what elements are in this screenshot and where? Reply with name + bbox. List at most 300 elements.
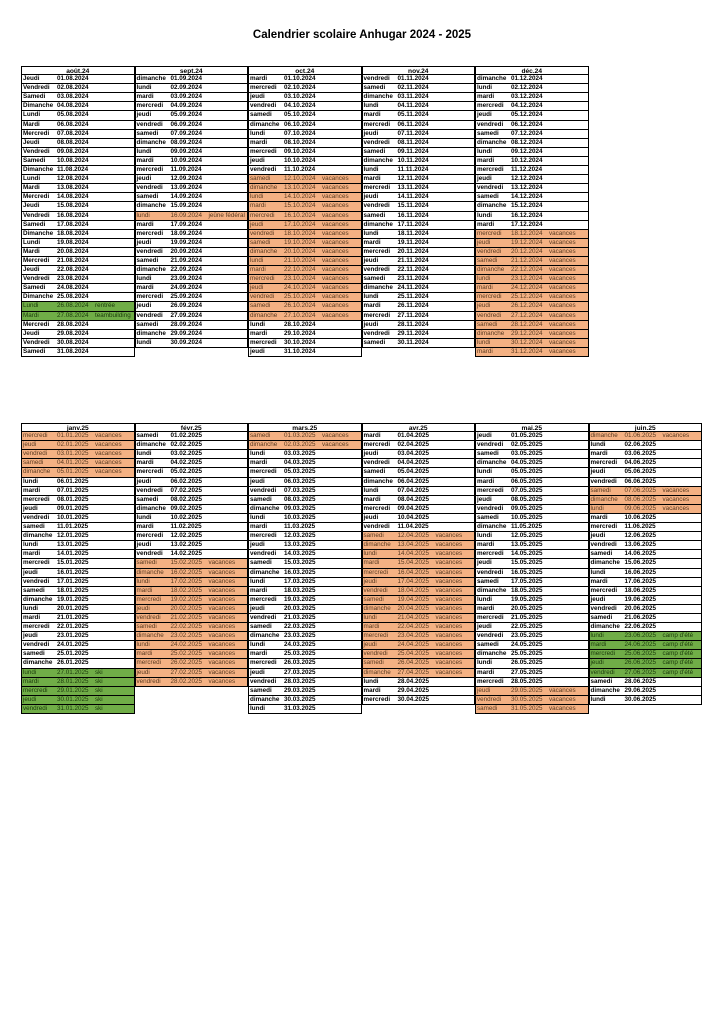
calendar-row	[589, 596, 703, 605]
weekday-cell: mercredi	[21, 432, 56, 440]
month-header: oct.24	[248, 66, 362, 75]
date-cell: 06.04.2025	[397, 477, 430, 485]
note-cell	[662, 587, 703, 595]
note-cell	[321, 478, 362, 486]
weekday-cell: jeudi	[589, 659, 624, 667]
calendar-row	[475, 248, 589, 257]
calendar-row	[589, 569, 703, 578]
note-cell	[94, 605, 135, 613]
calendar-row	[362, 302, 476, 311]
note-cell	[321, 587, 362, 595]
weekday-cell: vendredi	[362, 75, 397, 83]
weekday-cell: lundi	[135, 212, 170, 220]
note-cell	[321, 450, 362, 458]
date-cell: 19.05.2025	[511, 595, 543, 603]
note-cell	[94, 514, 135, 522]
date-cell: 25.02.2025	[170, 650, 203, 658]
calendar-row	[248, 505, 362, 514]
note-cell	[435, 257, 476, 265]
date-cell: 29.12.2024	[511, 329, 543, 337]
weekday-cell: mercredi	[589, 459, 624, 467]
weekday-cell: dimanche	[362, 284, 397, 292]
calendar-row	[135, 441, 249, 450]
calendar-row	[362, 248, 476, 257]
calendar-row	[248, 623, 362, 632]
calendar-row	[21, 284, 135, 293]
weekday-cell: Vendredi	[21, 275, 56, 283]
calendar-row	[362, 650, 476, 659]
calendar-row	[475, 166, 589, 175]
weekday-cell: jeudi	[475, 432, 510, 440]
note-cell: vacances	[321, 257, 362, 265]
calendar-row	[475, 257, 589, 266]
date-cell: 17.03.2025	[284, 577, 316, 585]
month-column	[248, 423, 362, 714]
weekday-cell: samedi	[589, 487, 624, 495]
note-cell	[548, 102, 589, 110]
calendar-row	[475, 523, 589, 532]
date-cell: 08.01.2025	[57, 495, 89, 503]
date-cell: 15.08.2024	[57, 202, 89, 210]
calendar-row	[475, 339, 589, 348]
weekday-cell: vendredi	[589, 669, 624, 677]
weekday-cell: mercredi	[362, 248, 397, 256]
weekday-cell: jeudi	[21, 632, 56, 640]
date-cell: 02.06.2025	[624, 441, 657, 449]
date-cell: 18.05.2025	[511, 586, 543, 594]
note-cell	[321, 669, 362, 677]
note-cell: vacances	[321, 175, 362, 183]
date-cell: 19.11.2024	[397, 238, 429, 246]
weekday-cell: mercredi	[362, 312, 397, 320]
note-cell: vacances	[208, 569, 249, 577]
weekday-cell: dimanche	[362, 669, 397, 677]
calendar-row	[21, 75, 135, 84]
note-cell: camp d'été	[662, 650, 703, 658]
weekday-cell: Jeudi	[21, 139, 56, 147]
note-cell: vacances	[94, 450, 135, 458]
note-cell	[548, 175, 589, 183]
note-cell	[94, 587, 135, 595]
weekday-cell: lundi	[475, 659, 510, 667]
date-cell: 09.04.2025	[397, 504, 430, 512]
note-cell	[321, 139, 362, 147]
date-cell: 28.06.2025	[624, 677, 657, 685]
date-cell: 05.12.2024	[511, 111, 543, 119]
note-cell	[662, 478, 703, 486]
calendar-row	[475, 687, 589, 696]
date-cell: 28.05.2025	[511, 677, 543, 685]
weekday-cell: mercredi	[475, 102, 510, 110]
note-cell: vacances	[548, 696, 589, 704]
note-cell: vacances	[548, 330, 589, 338]
weekday-cell: vendredi	[362, 139, 397, 147]
date-cell: 24.03.2025	[284, 641, 316, 649]
date-cell: 20.03.2025	[284, 604, 316, 612]
calendar-row	[589, 487, 703, 496]
date-cell: 02.02.2025	[170, 441, 203, 449]
note-cell	[435, 450, 476, 458]
weekday-cell: lundi	[135, 148, 170, 156]
weekday-cell: samedi	[135, 130, 170, 138]
weekday-cell: Samedi	[21, 284, 56, 292]
date-cell: 23.06.2025	[624, 632, 657, 640]
weekday-cell: samedi	[362, 468, 397, 476]
date-cell: 03.08.2024	[57, 93, 89, 101]
note-cell	[94, 496, 135, 504]
weekday-cell: Jeudi	[21, 75, 56, 83]
weekday-cell: lundi	[21, 605, 56, 613]
note-cell: vacances	[435, 532, 476, 540]
calendar-row	[248, 230, 362, 239]
date-cell: 29.06.2025	[624, 686, 657, 694]
date-cell: 01.02.2025	[170, 432, 203, 440]
note-cell	[208, 184, 249, 192]
weekday-cell: lundi	[475, 275, 510, 283]
calendar-row	[589, 641, 703, 650]
date-cell: 27.05.2025	[511, 668, 543, 676]
note-cell	[662, 559, 703, 567]
calendar-row	[362, 84, 476, 93]
calendar-row	[475, 93, 589, 102]
note-cell	[94, 348, 135, 356]
calendar-row	[475, 487, 589, 496]
weekday-cell: lundi	[248, 641, 283, 649]
calendar-row	[21, 312, 135, 321]
note-cell	[321, 632, 362, 640]
month-column	[135, 66, 249, 348]
calendar-row	[21, 605, 135, 614]
weekday-cell: Lundi	[21, 302, 56, 310]
date-cell: 28.03.2025	[284, 677, 316, 685]
calendar-row	[475, 302, 589, 311]
note-cell	[662, 687, 703, 695]
calendar-row	[21, 239, 135, 248]
date-cell: 07.10.2024	[284, 129, 316, 137]
calendar-row	[362, 293, 476, 302]
weekday-cell: mardi	[362, 239, 397, 247]
month-header: mai.25	[475, 423, 589, 432]
date-cell: 26.02.2025	[170, 659, 203, 667]
date-cell: 18.03.2025	[284, 586, 316, 594]
calendar-row	[362, 212, 476, 221]
date-cell: 03.09.2024	[170, 93, 203, 101]
weekday-cell: dimanche	[21, 468, 56, 476]
calendar-row	[362, 559, 476, 568]
note-cell: vacances	[435, 541, 476, 549]
calendar-row	[362, 623, 476, 632]
weekday-cell: vendredi	[475, 632, 510, 640]
note-cell	[435, 487, 476, 495]
note-cell	[94, 505, 135, 513]
calendar-row	[475, 321, 589, 330]
date-cell: 04.12.2024	[511, 102, 543, 110]
date-cell: 04.10.2024	[284, 102, 316, 110]
calendar-row	[248, 569, 362, 578]
note-cell	[662, 441, 703, 449]
date-cell: 22.03.2025	[284, 623, 316, 631]
weekday-cell: dimanche	[135, 505, 170, 513]
calendar-row	[248, 84, 362, 93]
calendar-row	[362, 275, 476, 284]
note-cell	[548, 441, 589, 449]
note-cell	[94, 650, 135, 658]
date-cell: 29.10.2024	[284, 329, 316, 337]
calendar-row	[362, 450, 476, 459]
weekday-cell: lundi	[362, 293, 397, 301]
weekday-cell: dimanche	[21, 659, 56, 667]
weekday-cell: lundi	[362, 487, 397, 495]
note-cell	[94, 321, 135, 329]
note-cell	[321, 496, 362, 504]
note-cell	[435, 441, 476, 449]
weekday-cell: jeudi	[248, 284, 283, 292]
note-cell	[208, 193, 249, 201]
note-cell	[435, 687, 476, 695]
calendar-row	[21, 84, 135, 93]
calendar-row	[362, 487, 476, 496]
note-cell	[548, 659, 589, 667]
weekday-cell: Lundi	[21, 239, 56, 247]
calendar-row	[21, 532, 135, 541]
weekday-cell: mercredi	[248, 148, 283, 156]
calendar-row	[248, 157, 362, 166]
calendar-row	[475, 450, 589, 459]
note-cell	[321, 705, 362, 713]
date-cell: 16.01.2025	[57, 568, 89, 576]
calendar-row	[362, 687, 476, 696]
weekday-cell: Samedi	[21, 221, 56, 229]
date-cell: 02.09.2024	[170, 84, 203, 92]
calendar-row	[135, 130, 249, 139]
note-cell	[548, 111, 589, 119]
note-cell	[435, 275, 476, 283]
calendar-row	[589, 696, 703, 705]
calendar-row	[21, 93, 135, 102]
weekday-cell: samedi	[135, 193, 170, 201]
note-cell	[94, 130, 135, 138]
note-cell	[548, 641, 589, 649]
calendar-row	[589, 459, 703, 468]
weekday-cell: samedi	[248, 559, 283, 567]
calendar-row	[248, 284, 362, 293]
weekday-cell: Mardi	[21, 184, 56, 192]
date-cell: 15.10.2024	[284, 202, 316, 210]
note-cell: vacances	[321, 293, 362, 301]
note-cell: vacances	[435, 659, 476, 667]
weekday-cell: jeudi	[362, 321, 397, 329]
weekday-cell: dimanche	[589, 559, 624, 567]
weekday-cell: lundi	[589, 505, 624, 513]
weekday-cell: mardi	[362, 432, 397, 440]
date-cell: 23.02.2025	[170, 632, 203, 640]
note-cell: vacances	[662, 496, 703, 504]
date-cell: 04.05.2025	[511, 459, 543, 467]
calendar-row	[589, 559, 703, 568]
weekday-cell: mardi	[475, 221, 510, 229]
date-cell: 06.12.2024	[511, 120, 543, 128]
note-cell: camp d'été	[662, 669, 703, 677]
weekday-cell: mardi	[362, 111, 397, 119]
date-cell: 20.12.2024	[511, 247, 543, 255]
calendar-row	[248, 459, 362, 468]
weekday-cell: vendredi	[21, 578, 56, 586]
calendar-row	[475, 193, 589, 202]
note-cell: vacances	[321, 212, 362, 220]
note-cell	[94, 193, 135, 201]
note-cell	[94, 93, 135, 101]
note-cell	[321, 696, 362, 704]
date-cell: 17.09.2024	[170, 220, 203, 228]
calendar-row	[135, 505, 249, 514]
date-cell: 03.06.2025	[624, 450, 657, 458]
date-cell: 09.08.2024	[57, 147, 89, 155]
calendar-row	[475, 441, 589, 450]
weekday-cell: dimanche	[248, 312, 283, 320]
note-cell: vacances	[435, 614, 476, 622]
weekday-cell: mardi	[475, 284, 510, 292]
note-cell	[548, 221, 589, 229]
date-cell: 20.04.2025	[397, 604, 430, 612]
calendar-row	[362, 578, 476, 587]
weekday-cell: jeudi	[135, 669, 170, 677]
weekday-cell: vendredi	[475, 505, 510, 513]
date-cell: 25.11.2024	[397, 293, 429, 301]
date-cell: 11.02.2025	[170, 523, 202, 531]
weekday-cell: jeudi	[475, 559, 510, 567]
weekday-cell: mercredi	[21, 623, 56, 631]
weekday-cell: samedi	[21, 523, 56, 531]
date-cell: 27.01.2025	[57, 668, 89, 676]
date-cell: 28.02.2025	[170, 677, 203, 685]
note-cell: vacances	[435, 650, 476, 658]
date-cell: 15.12.2024	[511, 202, 543, 210]
month-header: sept.24	[135, 66, 249, 75]
calendar-row	[475, 641, 589, 650]
note-cell: vacances	[321, 432, 362, 440]
weekday-cell: jeudi	[475, 687, 510, 695]
weekday-cell: mercredi	[362, 505, 397, 513]
calendar-row	[248, 559, 362, 568]
calendar-row	[362, 514, 476, 523]
note-cell	[208, 102, 249, 110]
weekday-cell: vendredi	[21, 705, 56, 713]
weekday-cell: mardi	[21, 614, 56, 622]
note-cell	[208, 266, 249, 274]
calendar-row	[362, 523, 476, 532]
weekday-cell: lundi	[135, 275, 170, 283]
weekday-cell: mercredi	[135, 102, 170, 110]
note-cell	[321, 330, 362, 338]
month-column	[475, 423, 589, 714]
weekday-cell: samedi	[362, 659, 397, 667]
weekday-cell: jeudi	[475, 175, 510, 183]
date-cell: 22.10.2024	[284, 266, 316, 274]
note-cell	[321, 505, 362, 513]
month-header: févr.25	[135, 423, 249, 432]
note-cell	[94, 632, 135, 640]
weekday-cell: lundi	[135, 578, 170, 586]
date-cell: 27.11.2024	[397, 311, 429, 319]
date-cell: 21.04.2025	[397, 613, 430, 621]
note-cell	[548, 212, 589, 220]
date-cell: 23.08.2024	[57, 275, 89, 283]
month-header: déc.24	[475, 66, 589, 75]
date-cell: 23.12.2024	[511, 275, 543, 283]
date-cell: 30.09.2024	[170, 338, 203, 346]
weekday-cell: vendredi	[362, 266, 397, 274]
date-cell: 09.01.2025	[57, 504, 89, 512]
calendar-row	[135, 632, 249, 641]
note-cell	[435, 111, 476, 119]
date-cell: 11.09.2024	[170, 166, 202, 174]
date-cell: 05.02.2025	[170, 468, 203, 476]
date-cell: 26.08.2024	[57, 302, 89, 310]
calendar-row	[21, 330, 135, 339]
note-cell	[94, 148, 135, 156]
calendar-row	[135, 669, 249, 678]
date-cell: 20.08.2024	[57, 247, 89, 255]
weekday-cell: jeudi	[135, 478, 170, 486]
note-cell	[94, 230, 135, 238]
date-cell: 13.08.2024	[57, 184, 89, 192]
calendar-row	[362, 678, 476, 687]
calendar-row	[248, 596, 362, 605]
calendar-row	[248, 321, 362, 330]
weekday-cell: mardi	[248, 330, 283, 338]
calendar-row	[248, 184, 362, 193]
note-cell	[94, 239, 135, 247]
calendar-row	[475, 157, 589, 166]
calendar-row	[135, 678, 249, 687]
calendar-row	[589, 678, 703, 687]
date-cell: 08.12.2024	[511, 138, 543, 146]
calendar-row	[21, 623, 135, 632]
note-cell: vacances	[435, 623, 476, 631]
weekday-cell: mardi	[362, 687, 397, 695]
weekday-cell: samedi	[475, 641, 510, 649]
calendar-row	[21, 705, 135, 714]
date-cell: 08.04.2025	[397, 495, 430, 503]
date-cell: 08.02.2025	[170, 495, 203, 503]
date-cell: 26.01.2025	[57, 659, 89, 667]
note-cell	[321, 559, 362, 567]
date-cell: 05.11.2024	[397, 111, 429, 119]
note-cell: camp d'été	[662, 632, 703, 640]
weekday-cell: vendredi	[589, 478, 624, 486]
date-cell: 24.04.2025	[397, 641, 430, 649]
calendar-row	[135, 650, 249, 659]
weekday-cell: mercredi	[475, 293, 510, 301]
calendar-row	[248, 468, 362, 477]
calendar-row	[589, 514, 703, 523]
calendar-row	[248, 441, 362, 450]
note-cell	[321, 348, 362, 356]
note-cell	[208, 505, 249, 513]
weekday-cell: lundi	[589, 632, 624, 640]
note-cell	[435, 505, 476, 513]
note-cell	[435, 248, 476, 256]
weekday-cell: mercredi	[362, 121, 397, 129]
note-cell	[548, 121, 589, 129]
weekday-cell: samedi	[248, 623, 283, 631]
date-cell: 15.09.2024	[170, 202, 203, 210]
weekday-cell: Dimanche	[21, 230, 56, 238]
date-cell: 23.03.2025	[284, 632, 316, 640]
note-cell	[548, 605, 589, 613]
calendar-row	[362, 330, 476, 339]
weekday-cell: lundi	[135, 514, 170, 522]
